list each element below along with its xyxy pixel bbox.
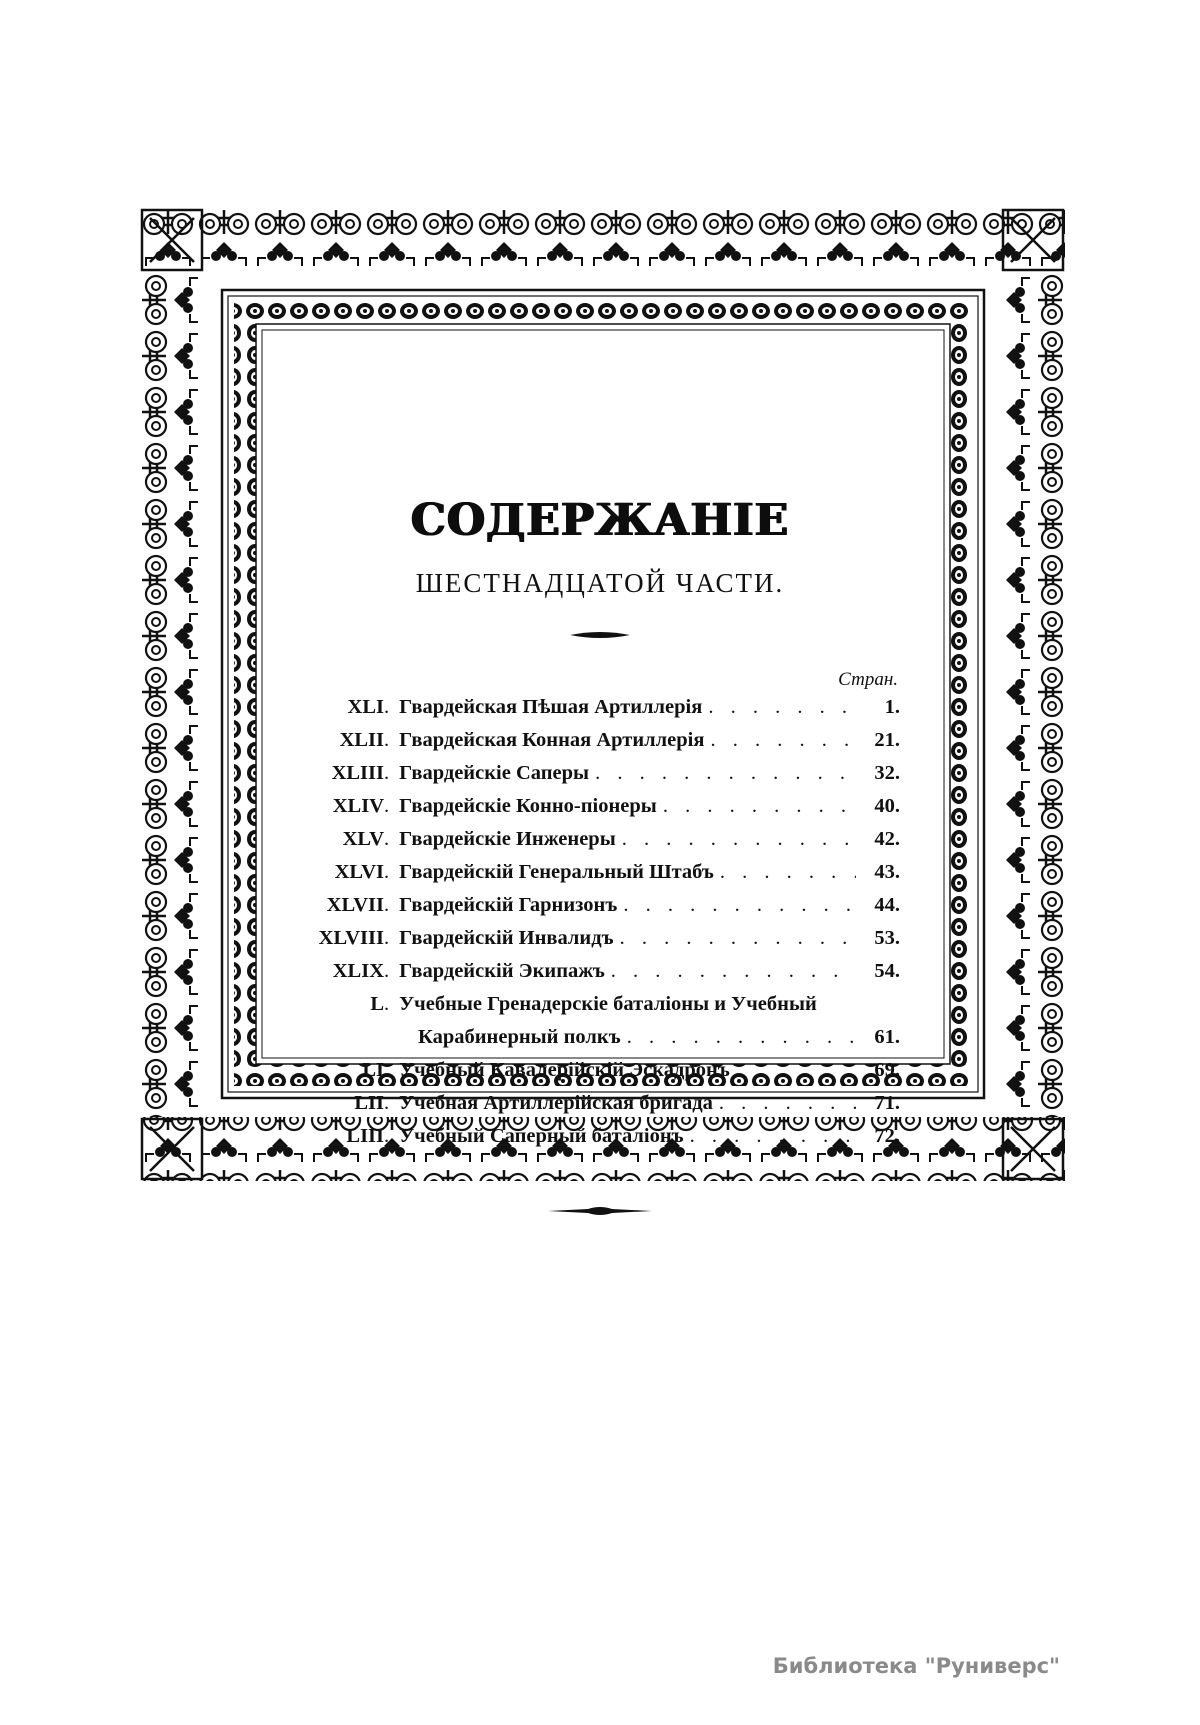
- entry-numeral: LIII: [346, 1125, 384, 1147]
- dot-leader: [623, 889, 856, 922]
- table-of-contents: [280, 691, 900, 1153]
- entry-numeral: XLIV: [332, 795, 384, 817]
- dot-leader: [611, 955, 856, 988]
- toc-entry: XLIV . Гвардейскіе Конно-піонеры . . . 40.: [280, 790, 900, 823]
- entry-numeral: XLII: [339, 729, 384, 751]
- dot-leader: [627, 1021, 856, 1054]
- entry-title: Гвардейскіе Конно-піонеры: [399, 795, 657, 817]
- dot-leader: [720, 856, 856, 889]
- entry-page: 69.: [874, 1059, 900, 1081]
- toc-entry: XLIX . Гвардейскій Экипажъ . . . 54.: [280, 955, 900, 988]
- entry-title: Гвардейская Конная Артиллерія: [399, 729, 705, 751]
- dot-leader: [595, 757, 856, 790]
- entry-title: Учебный Кавалерійскій Эскадронъ: [399, 1059, 730, 1081]
- dot-leader: [736, 1054, 856, 1087]
- entry-page: 1.: [884, 696, 900, 718]
- entry-numeral: XLIII: [331, 762, 384, 784]
- entry-title: Гвардейскій Генеральный Штабъ: [399, 861, 714, 883]
- entry-numeral: XLVI: [334, 861, 384, 883]
- entry-page: 43.: [874, 861, 900, 883]
- toc-entry: L . Учебные Гренадерскіе баталіоны и Учебный Карабинерный полкъ . . . 61.: [280, 988, 900, 1054]
- entry-page: 40.: [874, 795, 900, 817]
- entry-page: 42.: [874, 828, 900, 850]
- entry-title: Гвардейскій Экипажъ: [399, 960, 605, 982]
- toc-entry: XLVII . Гвардейскій Гарнизонъ . . . 44.: [280, 889, 900, 922]
- toc-entry: LII . Учебная Артиллерійская бригада . . . 71.: [280, 1087, 900, 1120]
- entry-numeral: XLIX: [332, 960, 384, 982]
- dot-leader: [710, 724, 856, 757]
- toc-entry: XLIII . Гвардейскіе Саперы . . . 32.: [280, 757, 900, 790]
- entry-numeral: XLV: [342, 828, 384, 850]
- entry-numeral: XLVIII: [318, 927, 384, 949]
- entry-title-continued: Карабинерный полкъ: [418, 1026, 621, 1048]
- toc-entry: XLVI . Гвардейскій Генеральный Штабъ . . . 43.: [280, 856, 900, 889]
- page-subtitle: ШЕСТНАДЦАТОЙ ЧАСТИ.: [415, 568, 785, 598]
- page-column-header: Стран.: [838, 669, 898, 690]
- title-divider: [570, 630, 630, 640]
- entry-title: Учебные Гренадерскіе баталіоны и Учебный: [399, 993, 817, 1015]
- entry-numeral: XLVII: [326, 894, 384, 916]
- entry-title: Гвардейская Пѣшая Артиллерія: [399, 696, 703, 718]
- dot-leader: [620, 922, 856, 955]
- entry-page: 44.: [874, 894, 900, 916]
- end-divider: [548, 1205, 652, 1217]
- toc-entry: XLI . Гвардейская Пѣшая Артиллерія . . . 1.: [280, 691, 900, 724]
- entry-title: Гвардейскіе Саперы: [399, 762, 590, 784]
- entry-page: 32.: [874, 762, 900, 784]
- toc-entry: XLII . Гвардейская Конная Артиллерія . . . 21.: [280, 724, 900, 757]
- entry-title: Гвардейскій Гарнизонъ: [399, 894, 618, 916]
- toc-entry: LI . Учебный Кавалерійскій Эскадронъ . . . 69.: [280, 1054, 900, 1087]
- dot-leader: [690, 1120, 856, 1153]
- entry-title: Гвардейскіе Инженеры: [399, 828, 616, 850]
- entry-page: 71.: [874, 1092, 900, 1114]
- entry-numeral: LI: [362, 1059, 384, 1081]
- page-title: СОДЕРЖАНІЕ: [410, 495, 790, 546]
- library-watermark: Библиотека "Руниверс": [772, 1654, 1060, 1678]
- dot-leader: [663, 790, 856, 823]
- entry-title: Учебная Артиллерійская бригада: [399, 1092, 713, 1114]
- dot-leader: [719, 1087, 856, 1120]
- entry-page: 21.: [874, 729, 900, 751]
- entry-numeral: L: [370, 993, 384, 1015]
- entry-page: 54.: [874, 960, 900, 982]
- toc-entry: LIII . Учебный Саперный баталіонъ . . . 72.: [280, 1120, 900, 1153]
- dot-leader: [622, 823, 856, 856]
- entry-numeral: LII: [354, 1092, 384, 1114]
- entry-page: 53.: [874, 927, 900, 949]
- entry-page: 72.: [874, 1125, 900, 1147]
- entry-title: Учебный Саперный баталіонъ: [399, 1125, 684, 1147]
- entry-title: Гвардейскій Инвалидъ: [399, 927, 614, 949]
- toc-entry: XLVIII . Гвардейскій Инвалидъ . . . 53.: [280, 922, 900, 955]
- dot-leader: [708, 691, 856, 724]
- entry-page: 61.: [874, 1026, 900, 1048]
- toc-entry: XLV . Гвардейскіе Инженеры . . . 42.: [280, 823, 900, 856]
- entry-numeral: XLI: [347, 696, 384, 718]
